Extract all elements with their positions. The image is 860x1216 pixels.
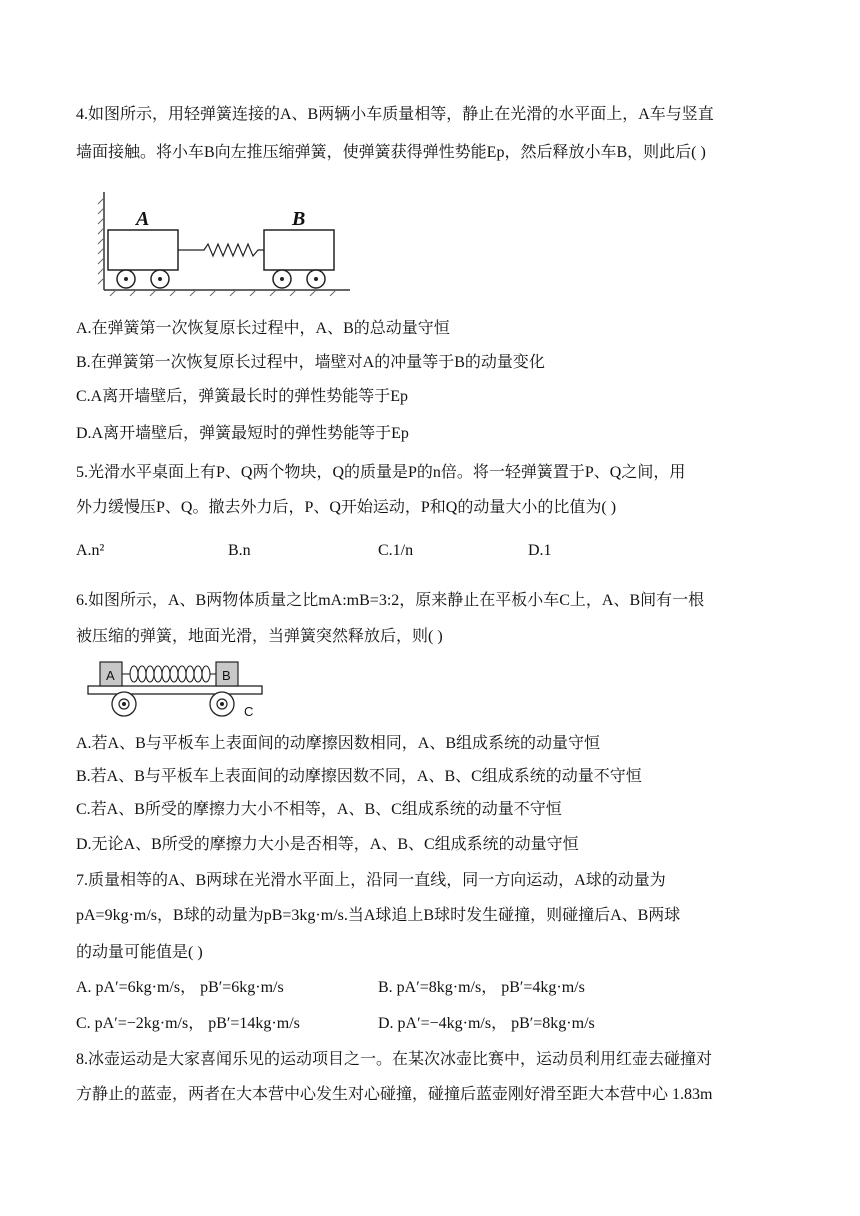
q4-option-c: C.A离开墙壁后，弹簧最长时的弹性势能等于Ep (76, 388, 409, 405)
q6-option-b: B.若A、B与平板车上表面间的动摩擦因数不同，A、B、C组成系统的动量不守恒 (76, 768, 642, 785)
q6-stem-line-1: 6.如图所示，A、B两物体质量之比mA:mB=3:2，原来静止在平板小车C上，A、B间有一根 (76, 592, 705, 609)
q6-option-a: A.若A、B与平板车上表面间的动摩擦因数相同，A、B组成系统的动量守恒 (76, 735, 601, 752)
q6-fig-label-b: B (222, 668, 231, 683)
q6-stem-line-2: 被压缩的弹簧，地面光滑，当弹簧突然释放后，则( ) (76, 628, 443, 645)
q7-stem-line-3: 的动量可能值是( ) (76, 944, 203, 961)
q5-stem-line-2: 外力缓慢压P、Q。撤去外力后，P、Q开始运动，P和Q的动量大小的比值为( ) (76, 499, 617, 516)
q8-stem-line-1: 8.冰壶运动是大家喜闻乐见的运动项目之一。在某次冰壶比赛中，运动员利用红壶去碰撞对 (76, 1051, 713, 1068)
q5-option-c: C.1/n (378, 542, 414, 559)
q7-stem-line-1: 7.质量相等的A、B两球在光滑水平面上，沿同一直线，同一方向运动，A球的动量为 (76, 872, 666, 889)
q7-option-c: C. pA′=−2kg·m/s， pB′=14kg·m/s (76, 1015, 300, 1032)
q4-option-a: A.在弹簧第一次恢复原长过程中，A、B的总动量守恒 (76, 320, 450, 337)
q4-option-d: D.A离开墙壁后，弹簧最短时的弹性势能等于Ep (76, 425, 409, 442)
q6-fig-label-c: C (244, 704, 254, 718)
q5-option-b: B.n (228, 542, 251, 559)
q7-option-a: A. pA′=6kg·m/s， pB′=6kg·m/s (76, 979, 284, 996)
q4-option-b: B.在弹簧第一次恢复原长过程中，墙壁对A的冲量等于B的动量变化 (76, 354, 545, 371)
q7-option-b: B. pA′=8kg·m/s， pB′=4kg·m/s (378, 979, 585, 996)
q4-cart-spring-diagram (96, 190, 356, 296)
q5-option-a: A.n² (76, 542, 105, 559)
q6-board-cart-diagram (84, 656, 274, 718)
q4-fig-label-a: A (136, 208, 150, 230)
q7-stem-line-2: pA=9kg·m/s，B球的动量为pB=3kg·m/s.当A球追上B球时发生碰撞，则碰撞后A、B两球 (76, 907, 681, 924)
q5-option-d: D.1 (528, 542, 552, 559)
q6-fig-label-a: A (106, 668, 115, 683)
q4-stem-line-2: 墙面接触。将小车B向左推压缩弹簧，使弹簧获得弹性势能Ep，然后释放小车B，则此后( ) (76, 144, 706, 161)
q4-fig-label-b: B (292, 208, 306, 230)
q8-stem-line-2: 方静止的蓝壶，两者在大本营中心发生对心碰撞，碰撞后蓝壶刚好滑至距大本营中心 1.83m (76, 1086, 713, 1103)
q7-option-d: D. pA′=−4kg·m/s， pB′=8kg·m/s (378, 1015, 595, 1032)
q5-stem-line-1: 5.光滑水平桌面上有P、Q两个物块，Q的质量是P的n倍。将一轻弹簧置于P、Q之间，用 (76, 464, 686, 481)
q6-option-d: D.无论A、B所受的摩擦力大小是否相等，A、B、C组成系统的动量守恒 (76, 836, 579, 853)
q4-stem-line-1: 4.如图所示，用轻弹簧连接的A、B两辆小车质量相等，静止在光滑的水平面上，A车与竖直 (76, 106, 714, 123)
q6-option-c: C.若A、B所受的摩擦力大小不相等，A、B、C组成系统的动量不守恒 (76, 801, 562, 818)
